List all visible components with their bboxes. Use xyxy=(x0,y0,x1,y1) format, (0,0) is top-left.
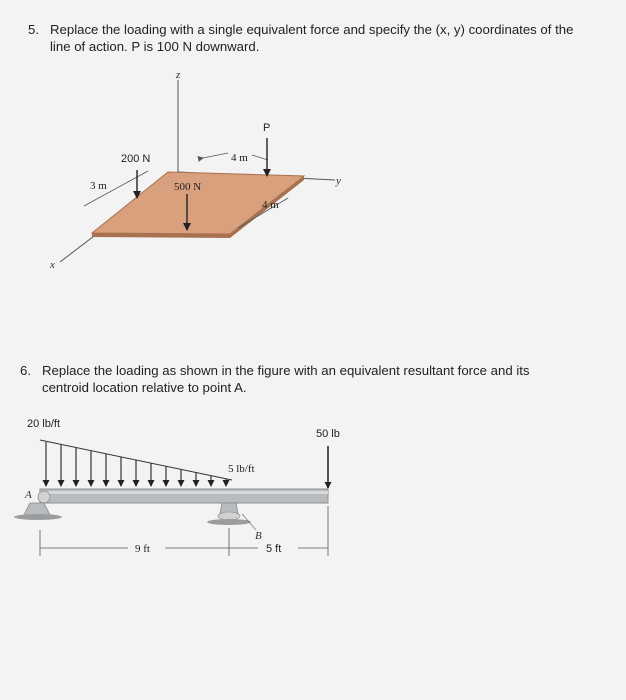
load-mid-label: 5 lb/ft xyxy=(228,463,255,475)
dim-5ft-label: 5 ft xyxy=(266,543,282,555)
problem-5-line-1: Replace the loading with a single equivalent force and specify the (x, y) coordinates of the xyxy=(50,22,574,37)
force-200n-label: 200 N xyxy=(121,153,151,165)
problem-5-line-2: line of action. P is 100 N downward. xyxy=(50,39,260,54)
load-left-label: 20 lb/ft xyxy=(27,418,61,430)
force-p-label: P xyxy=(263,122,271,134)
load-arrows xyxy=(46,442,226,486)
dim-4m-top-label: 4 m xyxy=(231,152,248,164)
problem-6-number: 6. xyxy=(20,363,31,378)
point-b-label: B xyxy=(255,530,262,542)
problem-6-line-2: centroid location relative to point A. xyxy=(42,380,247,395)
problem-5-number: 5. xyxy=(28,22,39,37)
axis-y-label: y xyxy=(336,175,341,187)
axis-z-label: z xyxy=(176,69,181,81)
dim-9ft-label: 9 ft xyxy=(135,543,150,555)
dim-4m-right-label: 4 m xyxy=(262,199,279,211)
axis-x-label: x xyxy=(50,259,55,271)
force-500n-label: 500 N xyxy=(174,181,202,193)
point-load-label: 50 lb xyxy=(316,428,340,440)
point-a-label: A xyxy=(25,489,32,501)
dimension-lines xyxy=(40,506,328,556)
support-b xyxy=(207,503,251,525)
problem-6-line-1: Replace the loading as shown in the figure with an equivalent resultant force and its xyxy=(42,363,530,378)
beam-highlight xyxy=(40,491,328,494)
dim-3m-label: 3 m xyxy=(90,180,107,192)
